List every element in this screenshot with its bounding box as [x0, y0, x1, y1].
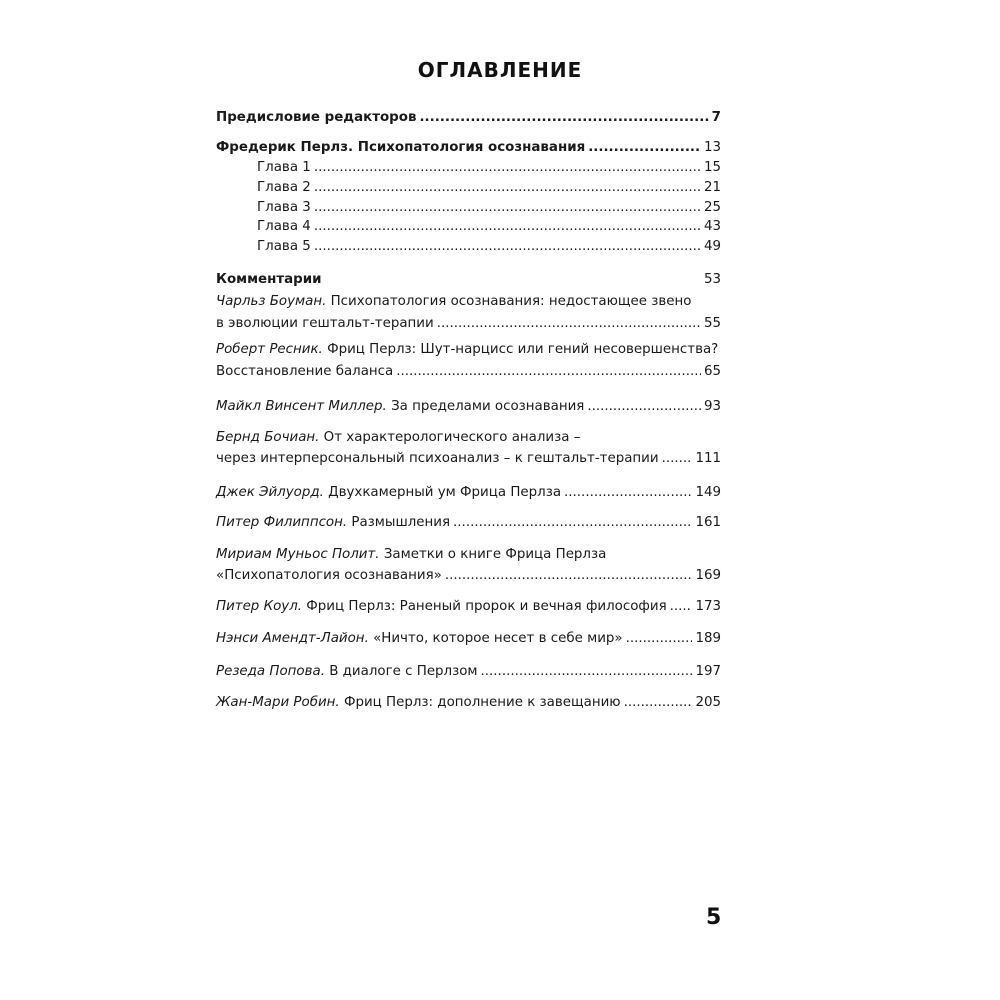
- toc-page: 111: [695, 451, 721, 466]
- toc-leader: [670, 597, 693, 617]
- toc-author: Роберт Ресник.: [216, 342, 323, 357]
- toc-page: 197: [695, 664, 721, 679]
- toc-page: 189: [695, 631, 721, 646]
- toc-leader: [564, 483, 692, 503]
- toc-leader: [314, 158, 701, 178]
- toc-entry-text: Размышления: [351, 515, 451, 530]
- toc-page: 53: [703, 272, 721, 287]
- toc-page: 55: [703, 316, 721, 331]
- toc-entry-philippson: [216, 513, 721, 533]
- toc-page: 13: [703, 140, 721, 155]
- toc-entry-text: От характерологического анализа –: [323, 430, 581, 445]
- toc-page: 43: [703, 219, 721, 234]
- toc-author: Майкл Винсент Миллер.: [216, 399, 387, 414]
- toc-entry-text: В диалоге с Перлзом: [329, 664, 478, 679]
- toc-entry-resnick-line1: [216, 340, 721, 360]
- toc-entry-text: Глава 3: [257, 200, 311, 215]
- page-number: 5: [706, 905, 722, 930]
- toc-page: 21: [703, 180, 721, 195]
- toc-leader: [662, 449, 693, 469]
- toc-entry-perls: [216, 138, 721, 158]
- toc-entry-text: Двухкамерный ум Фрица Перлза: [328, 485, 562, 500]
- toc-leader: [437, 314, 701, 334]
- toc-entry-text: Фриц Перлз: Раненый пророк и вечная философия: [306, 599, 667, 614]
- toc-entry-chapter-3: [257, 198, 721, 218]
- toc-page: 15: [703, 160, 721, 175]
- toc-page: 149: [695, 485, 721, 500]
- toc-entry-amendt-lyon: [216, 629, 721, 649]
- toc-entry-text: в эволюции гештальт-терапии: [216, 316, 434, 331]
- toc-author: Жан-Мари Робин.: [216, 695, 340, 710]
- toc-entry-popova: [216, 662, 721, 682]
- toc-page: 49: [703, 239, 721, 254]
- toc-author: Чарльз Боуман.: [216, 294, 327, 309]
- page-title: ОГЛАВЛЕНИЕ: [417, 58, 583, 82]
- toc-entry-text: «Психопатология осознавания»: [216, 568, 442, 583]
- toc-entry-chapter-2: [257, 178, 721, 198]
- toc-leader: [481, 662, 693, 682]
- toc-entry-text: Глава 5: [257, 239, 311, 254]
- toc-entry-text: Восстановление баланса: [216, 364, 394, 379]
- toc-entry-text: Глава 1: [257, 160, 311, 175]
- toc-entry-text: Комментарии: [216, 272, 322, 287]
- toc-author: Джек Эйлуорд.: [216, 485, 324, 500]
- toc-page: 205: [695, 695, 721, 710]
- toc-entry-bocian-line2: [216, 449, 721, 469]
- toc-entry-text: Глава 2: [257, 180, 311, 195]
- toc-leader: [445, 566, 693, 586]
- toc-leader: [419, 108, 708, 128]
- toc-section-comments: [216, 270, 721, 290]
- toc-entry-text: Фредерик Перлз. Психопатология осознавания: [216, 140, 586, 155]
- toc-author: Питер Филиппсон.: [216, 515, 348, 530]
- toc-entry-text: Психопатология осознавания: недостающее звено: [330, 294, 692, 309]
- toc-author: Резеда Попова.: [216, 664, 325, 679]
- toc-entry-text: Глава 4: [257, 219, 311, 234]
- toc-leader: [453, 513, 692, 533]
- toc-entry-coll: [216, 597, 721, 617]
- toc-entry-chapter-1: [257, 158, 721, 178]
- toc-entry-robine: [216, 693, 721, 713]
- toc-leader: [626, 629, 693, 649]
- toc-leader: [588, 138, 701, 158]
- toc-leader: [314, 217, 701, 237]
- toc-entry-resnick-line2: [216, 362, 721, 382]
- toc-leader: [314, 178, 701, 198]
- toc-author: Нэнси Амендт-Лайон.: [216, 631, 369, 646]
- toc-author: Мириам Муньос Полит.: [216, 547, 380, 562]
- toc-leader: [314, 237, 701, 257]
- toc-entry-text: Предисловие редакторов: [216, 110, 417, 125]
- toc-page: 65: [703, 364, 721, 379]
- toc-entry-chapter-4: [257, 217, 721, 237]
- toc-entry-text: За пределами осознавания: [391, 399, 585, 414]
- toc-page: 25: [703, 200, 721, 215]
- toc-entry-text: Фриц Перлз: Шут-нарцисс или гений несовершенства?: [327, 342, 719, 357]
- toc-entry-preface: [216, 108, 721, 128]
- toc-page: 7: [711, 110, 721, 125]
- toc-entry-bowman-line2: [216, 314, 721, 334]
- toc-author: Питер Коул.: [216, 599, 303, 614]
- toc-entry-polit-line2: [216, 566, 721, 586]
- toc-entry-bowman-line1: [216, 292, 721, 312]
- toc-entry-bocian-line1: [216, 428, 721, 448]
- toc-entry-chapter-5: [257, 237, 721, 257]
- toc-entry-text: Фриц Перлз: дополнение к завещанию: [343, 695, 621, 710]
- toc-author: Бернд Бочиан.: [216, 430, 320, 445]
- toc-entry-miller: [216, 397, 721, 417]
- toc-entry-text: «Ничто, которое несет в себе мир»: [373, 631, 623, 646]
- toc-entry-text: Заметки о книге Фрица Перлза: [383, 547, 607, 562]
- toc-page: 93: [703, 399, 721, 414]
- toc-leader: [314, 198, 701, 218]
- toc-page: 161: [695, 515, 721, 530]
- toc-leader: [396, 362, 701, 382]
- toc-entry-polit-line1: [216, 545, 721, 565]
- toc-page: 169: [695, 568, 721, 583]
- toc-page: 173: [695, 599, 721, 614]
- toc-leader: [624, 693, 693, 713]
- toc-entry-text: через интерперсональный психоанализ – к гештальт-терапии: [216, 451, 659, 466]
- toc-leader: [587, 397, 701, 417]
- toc-entry-aylward: [216, 483, 721, 503]
